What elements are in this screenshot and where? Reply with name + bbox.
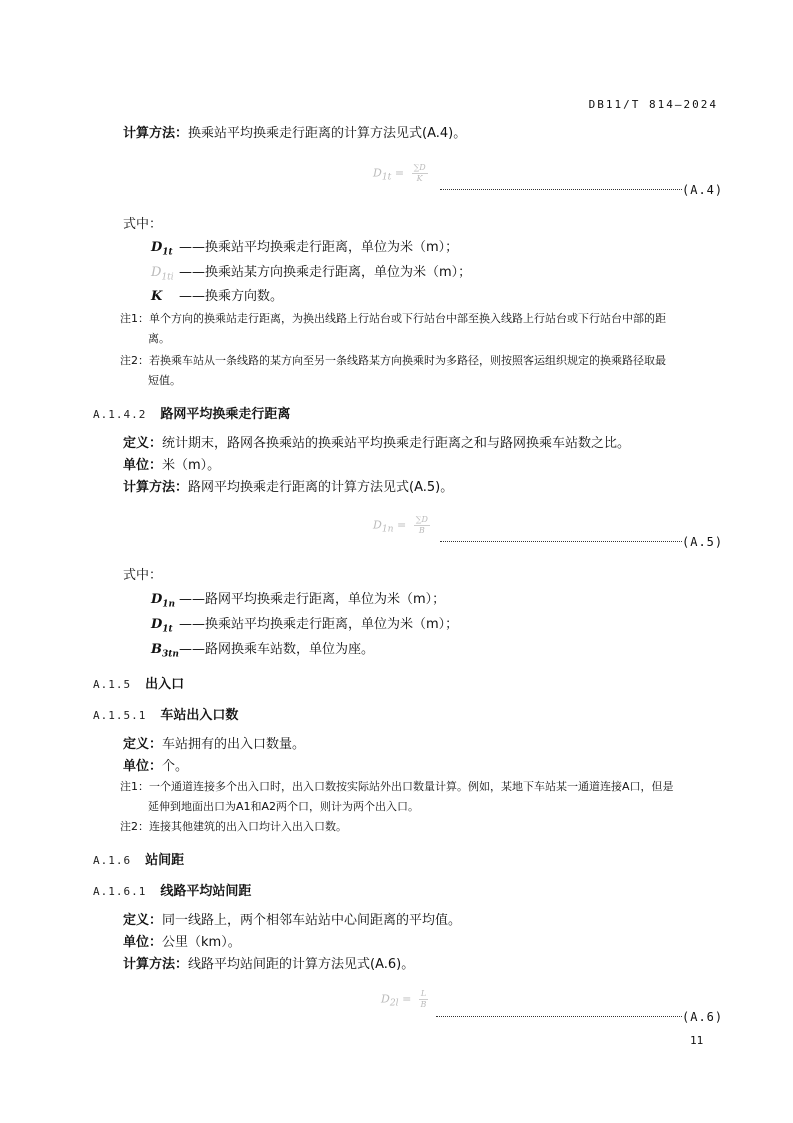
leader-dots <box>440 541 682 542</box>
note-1: 注1：一个通道连接多个出入口时，出入口数按实际站外出口数量计算。例如，某地下车站某一通道连接A口，但是 <box>120 780 674 793</box>
definition: 定义：统计期末，路网各换乘站的换乘站平均换乘走行距离之和与路网换乘车站数之比。 <box>123 436 631 451</box>
unit: 单位：公里（km）。 <box>123 935 241 950</box>
var-row: $D_{1t}$ ——换乘站平均换乘走行距离，单位为米（m）； <box>151 617 459 635</box>
calc-method-a5: 计算方法：路网平均换乘走行距离的计算方法见式(A.5)。 <box>123 480 454 495</box>
definition: 定义：车站拥有的出入口数量。 <box>123 737 306 752</box>
leader-dots <box>440 189 682 190</box>
calc-label: 计算方法： <box>123 126 189 141</box>
where-label: 式中： <box>123 568 163 583</box>
equation-number-a6: (A.6) <box>682 1010 724 1024</box>
section-heading-a142: A.1.4.2 路网平均换乘走行距离 <box>93 407 291 422</box>
var-row: $D_{1n}$ ——路网平均换乘走行距离，单位为米（m）； <box>151 592 446 610</box>
var-row: $D_{1t}$ ——换乘站平均换乘走行距离，单位为米（m）； <box>151 240 459 258</box>
definition: 定义：同一线路上，两个相邻车站站中心间距离的平均值。 <box>123 913 462 928</box>
note-2-continued: 短值。 <box>148 374 181 387</box>
calc-method-a6: 计算方法：线路平均站间距的计算方法见式(A.6)。 <box>123 957 415 972</box>
note-2: 注2：连接其他建筑的出入口均计入出入口数。 <box>120 820 347 833</box>
equation-number-a5: (A.5) <box>682 535 724 549</box>
calc-method-a4 <box>123 124 466 144</box>
page-number: 11 <box>690 1034 704 1047</box>
formula-a5: $D_{1n}$ = $\frac{\sum D}{B}$ <box>373 515 428 535</box>
leader-dots <box>436 1016 682 1017</box>
note-2: 注2：若换乘车站从一条线路的某方向至另一条线路某方向换乘时为多路径，则按照客运组织规定的换乘路径取最 <box>120 354 666 367</box>
var-row: $D_{1ti}$ ——换乘站某方向换乘走行距离，单位为米（m）； <box>151 265 472 283</box>
section-heading-a161: A.1.6.1 线路平均站间距 <box>93 884 252 899</box>
unit: 单位：米（m）。 <box>123 458 221 473</box>
var-row: K ——换乘方向数。 <box>151 289 284 304</box>
section-heading-a151: A.1.5.1 车站出入口数 <box>93 708 239 723</box>
calc-text: 换乘站平均换乘走行距离的计算方法见式(A.4)。 <box>188 126 467 141</box>
where-label: 式中： <box>123 217 163 232</box>
section-heading-a15: A.1.5 出入口 <box>93 677 185 692</box>
formula-a6: $D_{2l}$ = $\frac{L}{B}$ <box>381 989 427 1009</box>
unit: 单位：个。 <box>123 759 189 774</box>
formula-a4: $D_{1t}$ = $\frac{\sum D}{K}$ <box>373 163 426 183</box>
var-row: $B_{3tn}——$路网换乘车站数，单位为座。 <box>151 642 375 660</box>
document-code: DB11/T 814—2024 <box>588 98 718 111</box>
note-1-continued: 离。 <box>148 332 170 345</box>
note-1: 注1：单个方向的换乘站走行距离，为换出线路上行站台或下行站台中部至换入线路上行站台或下行站台中部的距 <box>120 312 666 325</box>
section-heading-a16: A.1.6 站间距 <box>93 853 185 868</box>
note-1-continued: 延伸到地面出口为A1和A2两个口，则计为两个出入口。 <box>148 800 420 813</box>
equation-number-a4: (A.4) <box>682 183 724 197</box>
